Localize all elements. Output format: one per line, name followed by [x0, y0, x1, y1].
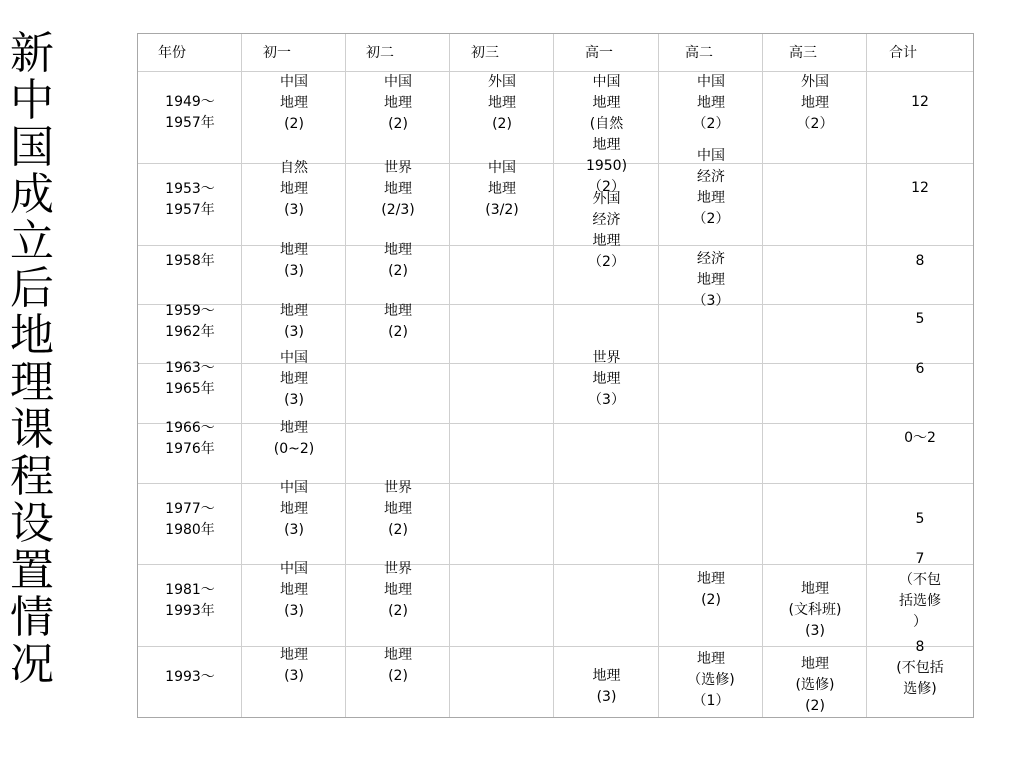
course-cell: 中国 地理 （2） [692, 74, 730, 132]
year-cell: 1949～ 1957年 [165, 94, 215, 131]
curriculum-table [137, 33, 974, 718]
course-cell: 中国 经济 地理 （2） [692, 148, 730, 227]
total-cell: 7 （不包 括选修 ） [899, 551, 941, 630]
grid-cell [867, 72, 973, 164]
course-cell: 外国 经济 地理 （2） [588, 191, 625, 270]
course-cell: 地理 (2) [384, 242, 412, 279]
course-cell: 世界 地理 (2) [384, 561, 412, 619]
grid-cell [450, 484, 554, 565]
course-cell: 自然 地理 (3) [280, 160, 308, 218]
grid-cell [346, 364, 450, 424]
year-cell: 1958年 [165, 253, 215, 269]
header-grade11: 高二 [685, 44, 713, 61]
grid-cell [450, 305, 554, 364]
total-cell: 0～2 [904, 430, 936, 446]
total-cell: 5 [915, 511, 925, 527]
grid-cell [346, 424, 450, 484]
total-cell: 8 (不包括 选修) [896, 639, 944, 697]
year-cell: 1953～ 1957年 [165, 181, 215, 218]
course-cell: 地理 (0~2) [273, 420, 315, 457]
course-cell: 中国 地理 (自然 地理 1950) （2） [585, 74, 628, 195]
year-cell: 1993～ [165, 669, 215, 685]
grid-cell [450, 424, 554, 484]
total-cell: 12 [911, 94, 929, 110]
grid-cell [763, 424, 867, 484]
header-grade12: 高三 [789, 44, 817, 61]
grid-cell [659, 364, 763, 424]
course-cell: 地理 (3) [592, 668, 621, 705]
grid-cell [763, 305, 867, 364]
grid-cell [763, 364, 867, 424]
course-cell: 地理 (2) [384, 303, 412, 340]
course-cell: 世界 地理 (2) [384, 480, 412, 538]
header-grade7: 初一 [263, 44, 291, 61]
grid-cell [554, 565, 659, 647]
grid-cell [450, 565, 554, 647]
grid-cell [763, 484, 867, 565]
course-cell: 地理 (3) [280, 303, 308, 340]
grid-cell [450, 364, 554, 424]
year-cell: 1981～ 1993年 [165, 582, 215, 619]
course-cell: 中国 地理 (2) [384, 74, 412, 132]
course-cell: 外国 地理 (2) [488, 74, 516, 132]
grid-cell [450, 246, 554, 305]
course-cell: 中国 地理 (3) [280, 350, 308, 408]
grid-cell [450, 647, 554, 717]
course-cell: 经济 地理 （3） [692, 251, 730, 309]
grid-cell [867, 164, 973, 246]
course-cell: 地理 （选修) （1） [687, 651, 735, 709]
year-cell: 1966～ 1976年 [165, 420, 215, 457]
course-cell: 地理 (选修) (2) [795, 656, 835, 714]
page-title: 新中国成立后地理课程设置情况 [10, 28, 54, 690]
total-cell: 5 [915, 311, 925, 327]
course-cell: 中国 地理 (3/2) [485, 160, 519, 218]
grid-cell [763, 246, 867, 305]
header-total: 合计 [889, 44, 917, 61]
grid-cell [659, 305, 763, 364]
course-cell: 中国 地理 (3) [280, 480, 308, 538]
grid-cell [554, 424, 659, 484]
year-cell: 1959～ 1962年 [165, 303, 215, 340]
course-cell: 外国 地理 （2） [796, 74, 834, 132]
course-cell: 中国 地理 (2) [280, 74, 308, 132]
grid-cell [763, 164, 867, 246]
grid-cell [659, 424, 763, 484]
total-cell: 12 [911, 180, 929, 196]
total-cell: 6 [915, 361, 925, 377]
total-cell: 8 [915, 253, 925, 269]
grid-cell [554, 484, 659, 565]
course-cell: 地理 (2) [384, 647, 412, 684]
course-cell: 世界 地理 （3） [588, 350, 625, 408]
course-cell: 地理 (3) [280, 647, 308, 684]
course-cell: 世界 地理 (2/3) [381, 160, 415, 218]
header-grade8: 初二 [366, 44, 394, 61]
header-year: 年份 [158, 44, 186, 61]
course-cell: 中国 地理 (3) [280, 561, 308, 619]
year-cell: 1977～ 1980年 [165, 500, 215, 538]
grid-cell [659, 484, 763, 565]
header-grade10: 高一 [585, 44, 613, 61]
header-grade9: 初三 [471, 44, 499, 61]
course-cell: 地理 (文科班) (3) [788, 581, 842, 639]
course-cell: 地理 (2) [697, 571, 725, 608]
course-cell: 地理 (3) [280, 242, 308, 279]
year-cell: 1963～ 1965年 [165, 360, 215, 397]
